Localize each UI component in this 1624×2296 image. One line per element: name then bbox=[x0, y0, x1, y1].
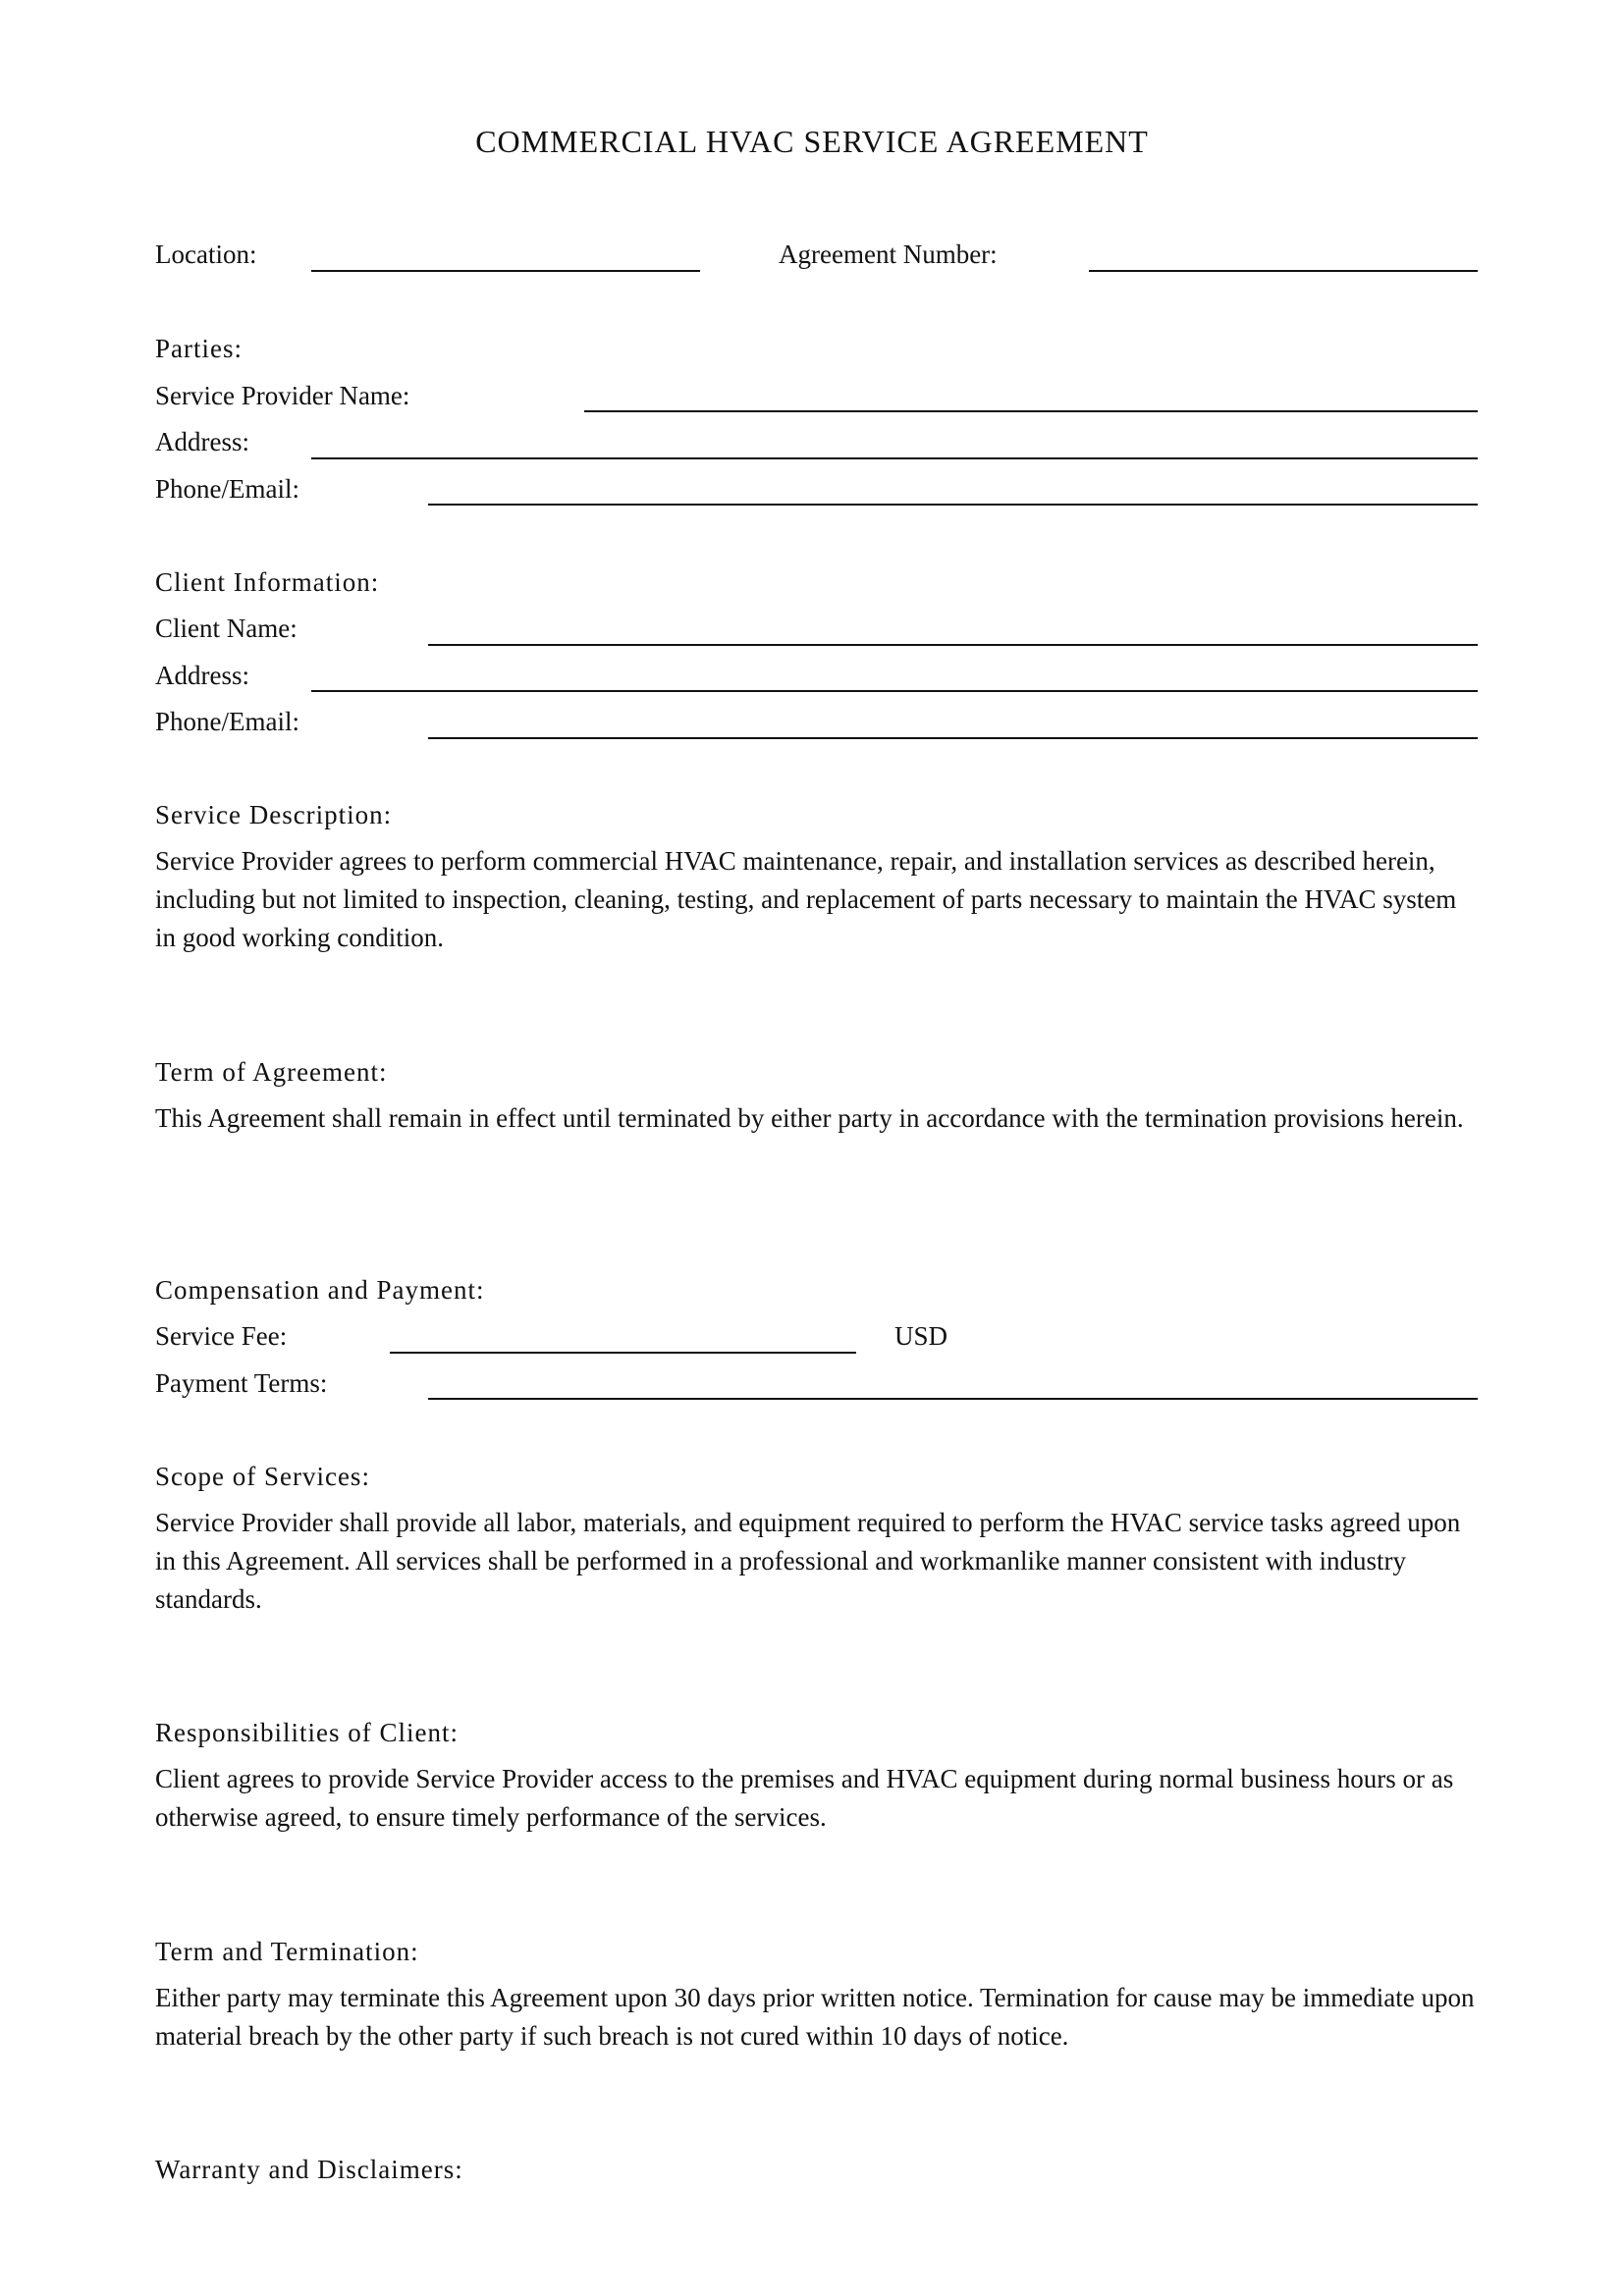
provider-phone-email-label: Phone/Email: bbox=[155, 474, 299, 504]
client-name-field[interactable] bbox=[428, 644, 1478, 646]
termination-heading: Term and Termination: bbox=[155, 1937, 419, 1966]
service-description-heading: Service Description: bbox=[155, 800, 393, 829]
client-responsibilities-heading: Responsibilities of Client: bbox=[155, 1718, 459, 1747]
client-address-label: Address: bbox=[155, 661, 249, 690]
warranty-heading: Warranty and Disclaimers: bbox=[155, 2155, 463, 2184]
agreement-number-label: Agreement Number: bbox=[779, 240, 998, 269]
document-title: COMMERCIAL HVAC SERVICE AGREEMENT bbox=[475, 124, 1149, 159]
client-info-heading: Client Information: bbox=[155, 567, 380, 597]
currency-label: USD bbox=[894, 1321, 948, 1351]
location-label: Location: bbox=[155, 240, 257, 269]
client-phone-email-label: Phone/Email: bbox=[155, 707, 299, 736]
location-field[interactable] bbox=[311, 270, 700, 272]
client-phone-email-field[interactable] bbox=[428, 737, 1478, 739]
provider-name-field[interactable] bbox=[584, 410, 1478, 412]
payment-terms-field[interactable] bbox=[428, 1398, 1478, 1400]
service-fee-field[interactable] bbox=[390, 1352, 856, 1354]
parties-heading: Parties: bbox=[155, 334, 243, 363]
scope-text: Service Provider shall provide all labor, materials, and equipment required to perform the HVAC service tasks agreed upon in this Agreement. All services shall be performed in a professional and workmanlike manner consistent with industry standards. bbox=[155, 1508, 1461, 1614]
scope-heading: Scope of Services: bbox=[155, 1462, 370, 1491]
client-address-field[interactable] bbox=[311, 690, 1478, 692]
termination-text: Either party may terminate this Agreement upon 30 days prior written notice. Termination for cause may be immediate upon material breach by the other party if such breach is not cured within 10 days of notice. bbox=[155, 1983, 1475, 2051]
agreement-number-field[interactable] bbox=[1089, 270, 1478, 272]
provider-address-field[interactable] bbox=[311, 457, 1478, 459]
provider-address-label: Address: bbox=[155, 427, 249, 456]
provider-phone-email-field[interactable] bbox=[428, 504, 1478, 506]
payment-terms-label: Payment Terms: bbox=[155, 1368, 328, 1398]
service-description-text: Service Provider agrees to perform commercial HVAC maintenance, repair, and installation services as described herein, including but not limited to inspection, cleaning, testing, and replacement of parts necessary to maintain the HVAC system in good working condition. bbox=[155, 846, 1457, 952]
client-responsibilities-text: Client agrees to provide Service Provider access to the premises and HVAC equipment during normal business hours or as otherwise agreed, to ensure timely performance of the services. bbox=[155, 1764, 1454, 1832]
provider-name-label: Service Provider Name: bbox=[155, 381, 410, 410]
term-of-agreement-text: This Agreement shall remain in effect until terminated by either party in accordance with the termination provisions herein. bbox=[155, 1103, 1464, 1133]
service-fee-label: Service Fee: bbox=[155, 1321, 288, 1351]
client-name-label: Client Name: bbox=[155, 614, 298, 643]
compensation-heading: Compensation and Payment: bbox=[155, 1275, 485, 1305]
term-of-agreement-heading: Term of Agreement: bbox=[155, 1057, 388, 1087]
